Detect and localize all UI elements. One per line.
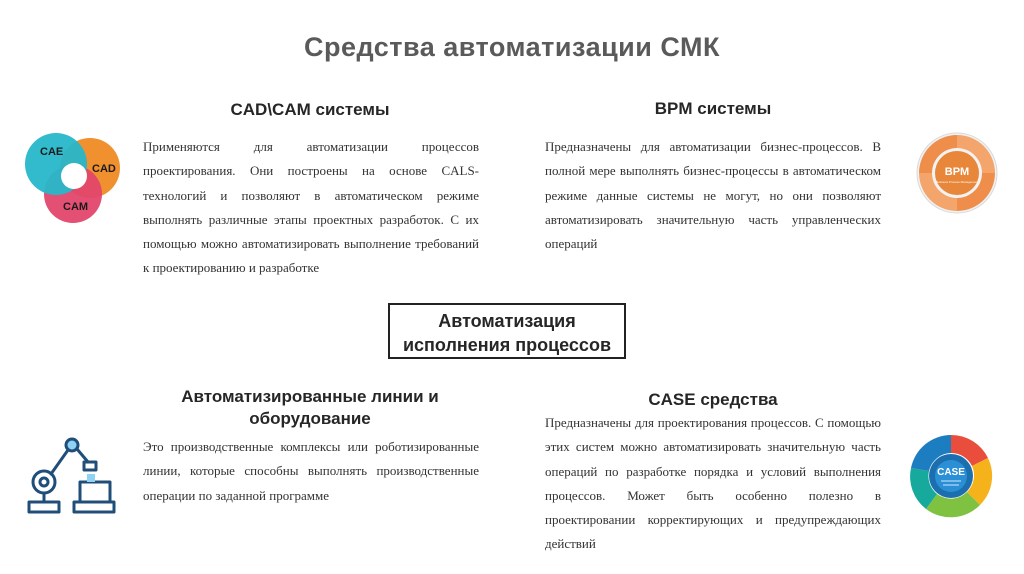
bpm-heading-bold: BPM — [654, 99, 693, 118]
automated-lines-heading-line1: Автоматизированные линии и — [181, 387, 439, 406]
bpm-cycle-icon — [914, 130, 1000, 216]
case-heading-rest: средства — [695, 390, 778, 409]
bpm-description: Предназначены для автоматизации бизнес-процессов. В полной мере выполнять бизнес-процессы в автоматическом режиме данные системы не могут, но они позволяют автоматизировать значительную часть управленческих операций — [545, 139, 881, 252]
bpm-heading — [545, 99, 881, 119]
svg-text:BPM: BPM — [944, 166, 970, 178]
automated-lines-heading-line2: оборудование — [249, 409, 371, 428]
cad-cam-heading-bold: CAD\CAM — [230, 100, 311, 119]
robot-arm-icon — [24, 432, 116, 518]
svg-text:Business Process Management: Business Process Management — [935, 180, 979, 184]
cad-cam-heading-rest: системы — [310, 100, 390, 119]
automated-lines-description: Это производственные комплексы или роботизированные линии, которые способны выполнять производственные операции по заданной программе — [143, 439, 479, 503]
center-box-line1: Автоматизация — [438, 311, 576, 331]
page-title: Средства автоматизации СМК — [304, 32, 720, 62]
cad-cam-heading — [150, 100, 470, 120]
case-heading-bold: CASE — [648, 390, 696, 409]
bpm-heading-rest: системы — [692, 99, 772, 118]
automated-lines-heading — [160, 386, 460, 430]
center-box-line2: исполнения процессов — [402, 335, 612, 355]
case-gear-cycle-icon — [908, 433, 994, 519]
case-heading — [545, 390, 881, 410]
svg-text:CAM: CAM — [63, 201, 89, 213]
svg-text:CASE: CASE — [937, 467, 965, 478]
cad-cam-cae-circles-icon — [22, 130, 122, 225]
svg-text:CAD: CAD — [92, 163, 116, 175]
automation-execution-box — [388, 303, 626, 359]
cad-cam-description: Применяются для автоматизации процессов проектирования. Они построены на основе CALS-технологий и позволяют в автоматическом режиме выполнять различные этапы проектных разработок. С их помощью можно автоматизировать выполнение требований к проектированию и разработке — [143, 139, 479, 276]
svg-text:CAE: CAE — [40, 146, 64, 158]
case-description: Предназначены для проектирования процессов. С помощью этих систем можно автоматизировать значительную часть операций по разработке порядка и условий выполнения процессов. Может быть особенно полезно в проектировании корректирующих и предупреждающих действий — [545, 415, 881, 552]
